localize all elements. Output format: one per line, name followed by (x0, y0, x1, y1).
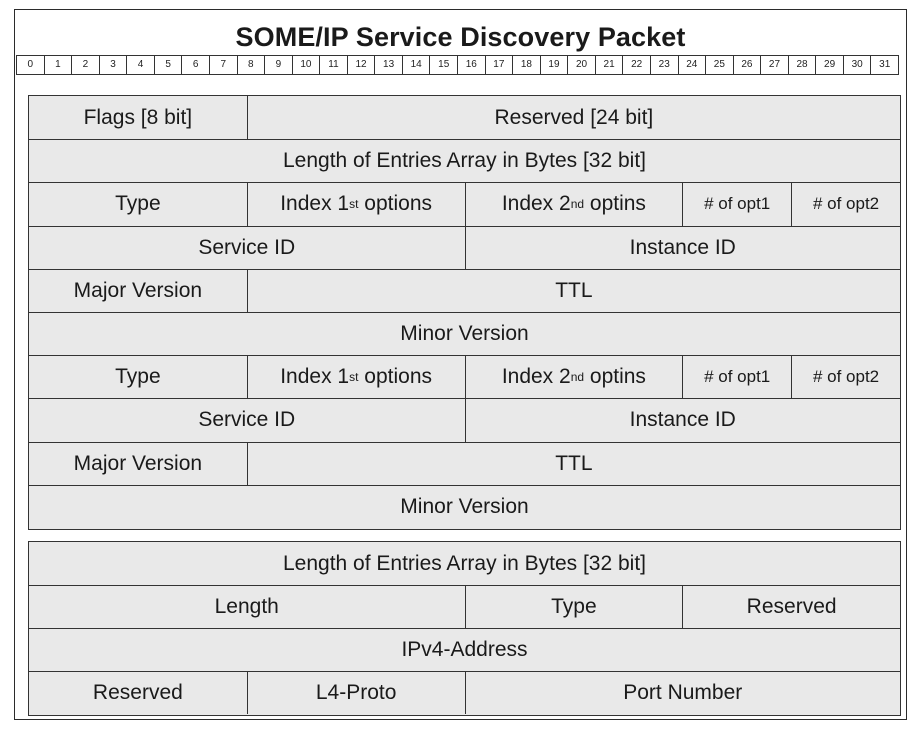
minor-version-row (29, 485, 900, 528)
bit-index-label: 23 (651, 56, 679, 74)
length-entries-field: Length of Entries Array in Bytes [32 bit] (282, 149, 647, 173)
service-row (29, 398, 900, 441)
bit-index-label: 31 (871, 56, 899, 74)
minor-version-field: Minor Version (400, 494, 529, 518)
bit-ruler (16, 55, 899, 75)
major-version-field: Major Version (73, 278, 203, 302)
index2-field: Index 2 nd optins (465, 183, 683, 225)
bit-index-label: 18 (513, 56, 541, 74)
ipv4-row (29, 628, 900, 671)
bit-index-label: 27 (761, 56, 789, 74)
bit-index-label: 2 (72, 56, 100, 74)
index1-label: Index 1 (280, 365, 350, 389)
ipv4-address-field: IPv4-Address (401, 638, 528, 661)
option-header-row (29, 585, 900, 628)
index1-suffix: options (358, 365, 433, 389)
num-opt2-field: # of opt2 (791, 356, 900, 398)
entry-type-row (29, 355, 900, 398)
entry-type-row (29, 182, 900, 225)
bit-index-label: 25 (706, 56, 734, 74)
minor-version-row (29, 312, 900, 355)
version-row (29, 442, 900, 485)
bit-index-label: 7 (210, 56, 238, 74)
index2-label: Index 2 (501, 192, 571, 216)
instance-id-field: Instance ID (465, 227, 901, 269)
option-type-field: Type (465, 586, 683, 628)
length-row (29, 139, 900, 182)
index2-suffix: optins (584, 192, 646, 216)
bit-index-label: 1 (45, 56, 73, 74)
bit-index-label: 11 (320, 56, 348, 74)
index1-suffix: options (358, 192, 433, 216)
index2-suffix: optins (584, 365, 646, 389)
ttl-field: TTL (247, 270, 900, 312)
type-field: Type (115, 365, 161, 389)
index1-field: Index 1 st options (247, 356, 465, 398)
service-row (29, 226, 900, 269)
flags-field: Flags [8 bit] (83, 105, 193, 129)
length-row (29, 542, 900, 585)
options-array-table (28, 541, 901, 716)
bit-index-label: 4 (127, 56, 155, 74)
index1-field: Index 1 st options (247, 183, 465, 225)
minor-version-field: Minor Version (400, 322, 529, 346)
ttl-field: TTL (247, 443, 900, 485)
bit-index-label: 29 (816, 56, 844, 74)
service-id-field: Service ID (198, 408, 296, 432)
bit-index-label: 14 (403, 56, 431, 74)
bit-index-label: 10 (293, 56, 321, 74)
bit-index-label: 22 (623, 56, 651, 74)
bit-index-label: 6 (182, 56, 210, 74)
bit-index-label: 28 (789, 56, 817, 74)
type-field: Type (115, 192, 161, 216)
bit-index-label: 3 (100, 56, 128, 74)
l4-proto-field: L4-Proto (247, 672, 465, 714)
reserved-field: Reserved [24 bit] (247, 96, 900, 139)
bit-index-label: 26 (734, 56, 762, 74)
header-row (29, 96, 900, 139)
port-number-field: Port Number (465, 672, 901, 714)
bit-index-label: 0 (17, 56, 45, 74)
bit-index-label: 9 (265, 56, 293, 74)
bit-index-label: 12 (348, 56, 376, 74)
bit-index-label: 30 (844, 56, 872, 74)
bit-index-label: 20 (568, 56, 596, 74)
length-options-field: Length of Entries Array in Bytes [32 bit] (282, 551, 647, 575)
bit-index-label: 17 (486, 56, 514, 74)
num-opt2-field: # of opt2 (791, 183, 900, 225)
entries-array-table (28, 95, 901, 530)
bit-index-label: 8 (238, 56, 266, 74)
bit-index-label: 19 (541, 56, 569, 74)
bit-index-label: 5 (155, 56, 183, 74)
port-row (29, 671, 900, 714)
index1-label: Index 1 (280, 192, 350, 216)
option-reserved2-field: Reserved (92, 681, 183, 704)
option-length-field: Length (214, 595, 279, 618)
num-opt1-field: # of opt1 (682, 183, 791, 225)
bit-index-label: 13 (375, 56, 403, 74)
index2-label: Index 2 (501, 365, 571, 389)
instance-id-field: Instance ID (465, 399, 901, 441)
service-id-field: Service ID (198, 235, 296, 259)
bit-index-label: 24 (679, 56, 707, 74)
diagram-title: SOME/IP Service Discovery Packet (235, 22, 686, 52)
bit-index-label: 21 (596, 56, 624, 74)
major-version-field: Major Version (73, 451, 203, 475)
bit-index-label: 16 (458, 56, 486, 74)
num-opt1-field: # of opt1 (682, 356, 791, 398)
bit-index-label: 15 (430, 56, 458, 74)
option-reserved-field: Reserved (682, 586, 900, 628)
index2-field: Index 2 nd optins (465, 356, 683, 398)
version-row (29, 269, 900, 312)
